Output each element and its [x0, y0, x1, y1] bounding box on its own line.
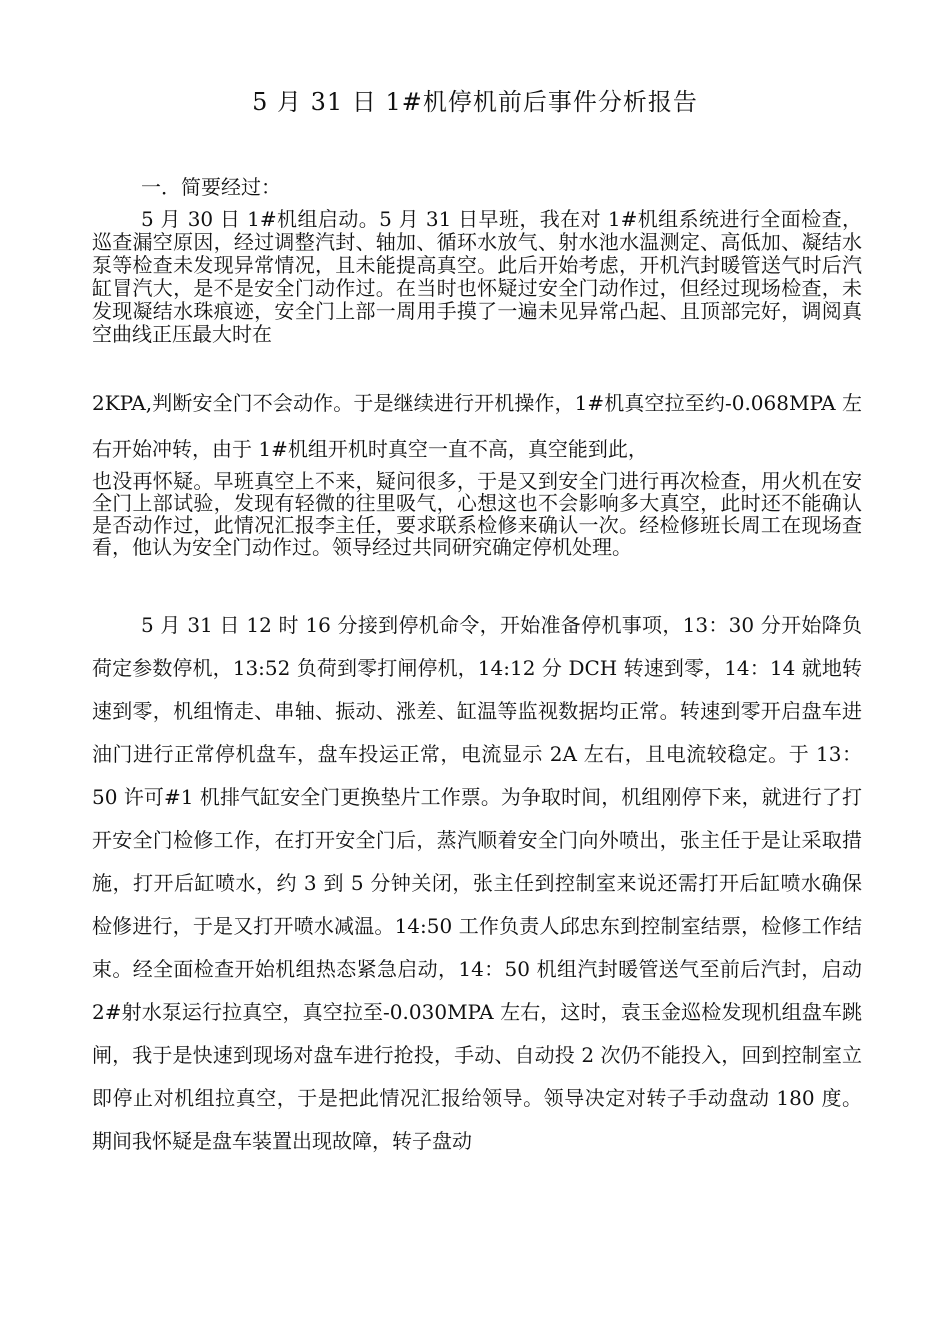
section-heading: 一．简要经过：	[141, 175, 281, 199]
document-title: 5 月 31 日 1#机停机前后事件分析报告	[252, 88, 698, 116]
paragraph-1-part-1: 5 月 30 日 1#机组启动。5 月 31 日早班，我在对 1#机组系统进行全面检查，巡查漏空原因，经过调整汽封、轴加、循环水放气、射水池水温测定、高低加、凝结水泵等检查未发现异常情况，且未能提高真空。此后开始考虑，开机汽封暖管送气时后汽缸冒汽大，是不是安全门动作过。在当时也怀疑过安全门动作过，但经过现场检查，未发现凝结水珠痕迹，安全门上部一周用手摸了一遍未见异常凸起、且顶部完好，调阅真空曲线正压最大时在	[92, 207, 862, 346]
paragraph-1-part-3: 也没再怀疑。早班真空上不来，疑问很多，于是又到安全门进行再次检查，用火机在安全门上部试验，发现有轻微的往里吸气，心想这也不会影响多大真空，此时还不能确认是否动作过，此情况汇报李主任，要求联系检修来确认一次。经检修班长周工在现场查看，他认为安全门动作过。领导经过共同研究确定停机处理。	[92, 469, 862, 559]
paragraph-1-part-2: 2KPA,判断安全门不会动作。于是继续进行开机操作，1#机真空拉至约-0.068MPA 左右开始冲转，由于 1#机组开机时真空一直不高，真空能到此，	[92, 391, 862, 461]
paragraph-2: 5 月 31 日 12 时 16 分接到停机命令，开始准备停机事项，13：30 分开始降负荷定参数停机，13:52 负荷到零打闸停机，14:12 分 DCH 转速到零，14：14 就地转速到零，机组惰走、串轴、振动、涨差、缸温等监视数据均正常。转速到零开启盘车进油门进行正常停机盘车，盘车投运正常，电流显示 2A 左右，且电流较稳定。于 13：50 许可#1 机排气缸安全门更换垫片工作票。为争取时间，机组刚停下来，就进行了打开安全门检修工作，在打开安全门后，蒸汽顺着安全门向外喷出，张主任于是让采取措施，打开后缸喷水，约 3 到 5 分钟关闭，张主任到控制室来说还需打开后缸喷水确保检修进行，于是又打开喷水减温。14:50 工作负责人邱忠东到控制室结票，检修工作结束。经全面检查开始机组热态紧急启动，14：50 机组汽封暖管送气至前后汽封，启动 2#射水泵运行拉真空，真空拉至-0.030MPA 左右，这时，袁玉金巡检发现机组盘车跳闸，我于是快速到现场对盘车进行抢投，手动、自动投 2 次仍不能投入，回到控制室立即停止对机组拉真空，于是把此情况汇报给领导。领导决定对转子手动盘动 180 度。期间我怀疑是盘车装置出现故障，转子盘动	[92, 613, 862, 1153]
